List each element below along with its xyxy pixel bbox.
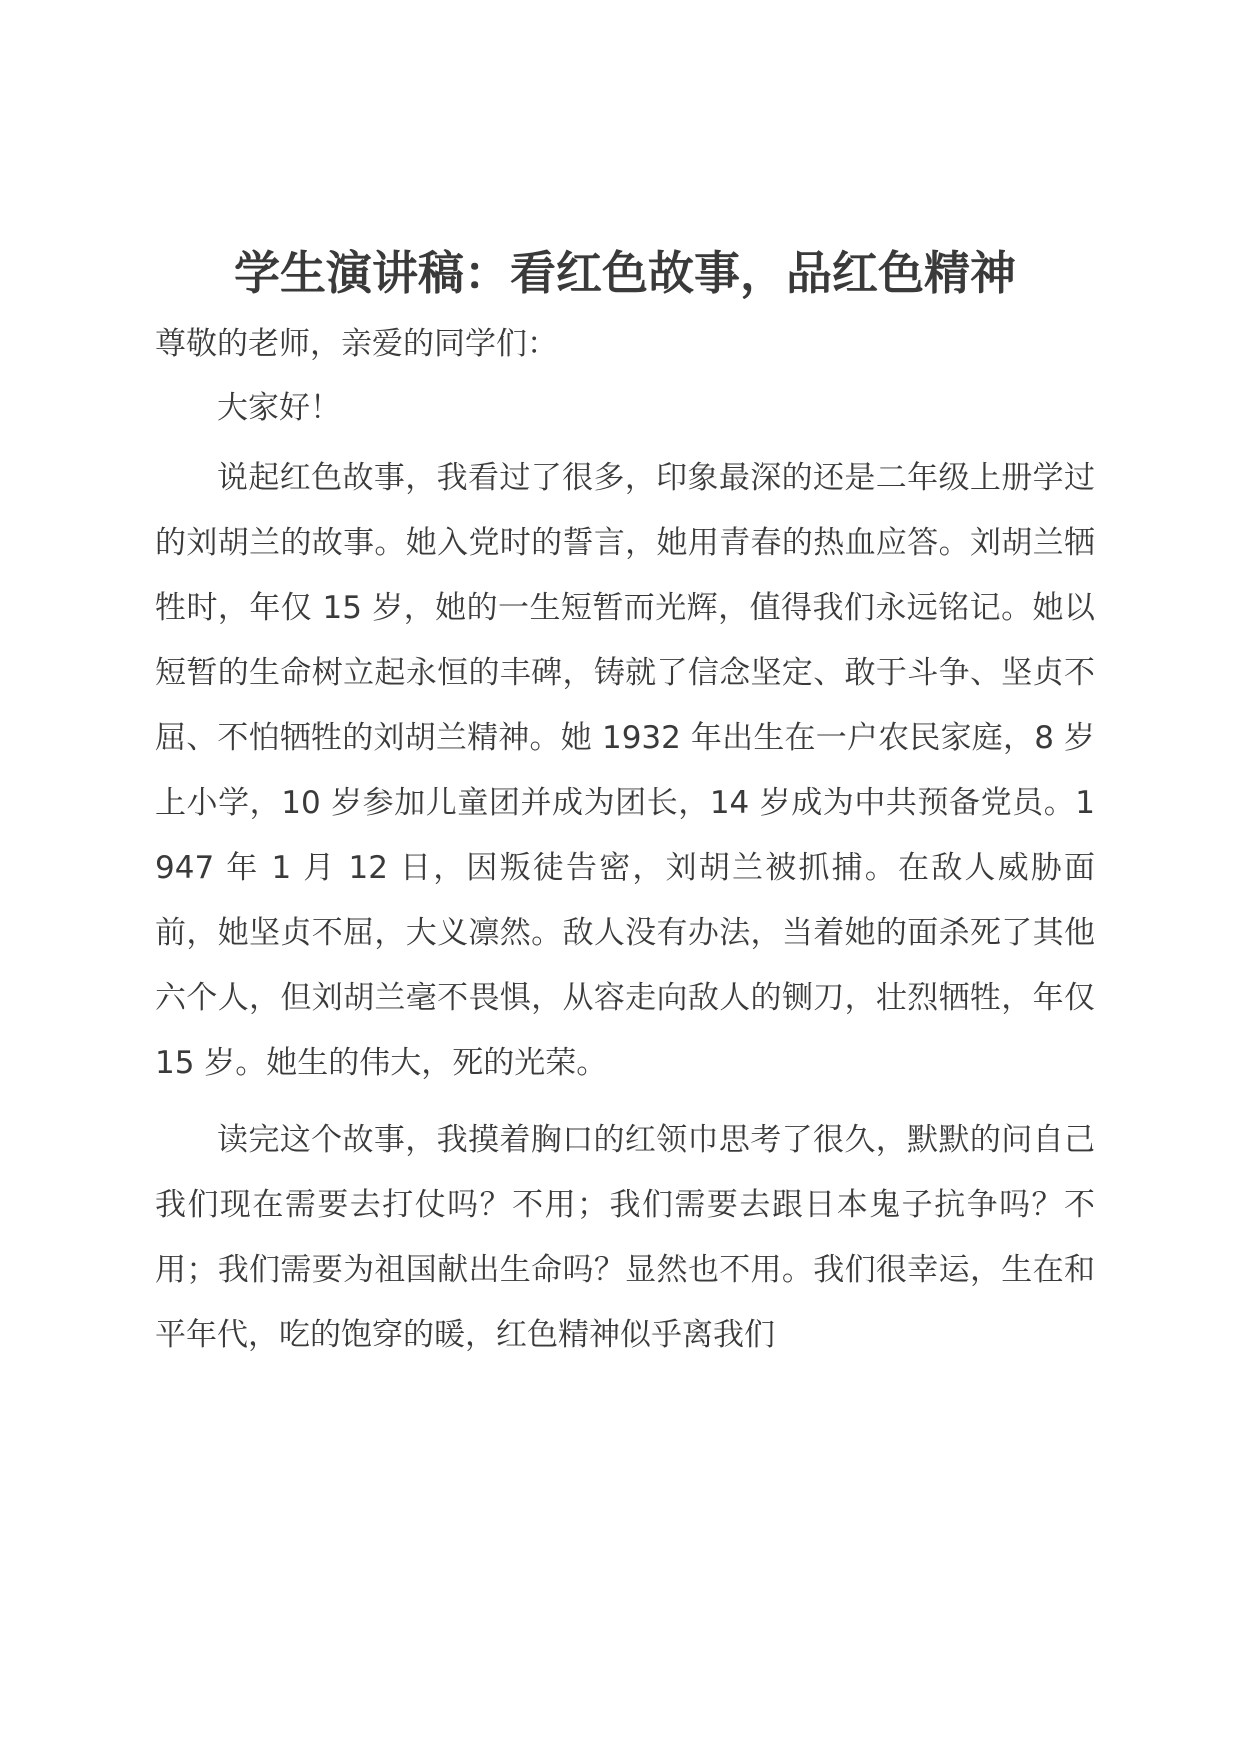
paragraph-greeting: 大家好！: [217, 390, 341, 426]
paragraph-reflection: 读完这个故事，我摸着胸口的红领巾思考了很久，默默的问自己我们现在需要去打仗吗？不用；我们需要去跟日本鬼子抗争吗？不用；我们需要为祖国献出生命吗？显然也不用。我们很幸运，生在和平年代，吃的饱穿的暖，红色精神似乎离我们: [155, 1122, 1095, 1353]
document-body: [155, 240, 1095, 1368]
document-title: 学生演讲稿：看红色故事，品红色精神: [234, 246, 1016, 300]
paragraph-story: 说起红色故事，我看过了很多，印象最深的还是二年级上册学过的刘胡兰的故事。她入党时的誓言，她用青春的热血应答。刘胡兰牺牲时，年仅 15 岁，她的一生短暂而光辉，值得我们永远铭记。她以短暂的生命树立起永恒的丰碑，铸就了信念坚定、敢于斗争、坚贞不屈、不怕牺牲的刘胡兰精神。她 1932 年出生在一户农民家庭，8 岁上小学，10 岁参加儿童团并成为团长，14 岁成为中共预备党员。1947 年 1 月 12 日，因叛徒告密，刘胡兰被抓捕。在敌人威胁面前，她坚贞不屈，大义凛然。敌人没有办法，当着她的面杀死了其他六个人，但刘胡兰毫不畏惧，从容走向敌人的铡刀，壮烈牺牲，年仅 15 岁。她生的伟大，死的光荣。: [155, 460, 1095, 1081]
salutation: 尊敬的老师，亲爱的同学们：: [155, 326, 558, 362]
